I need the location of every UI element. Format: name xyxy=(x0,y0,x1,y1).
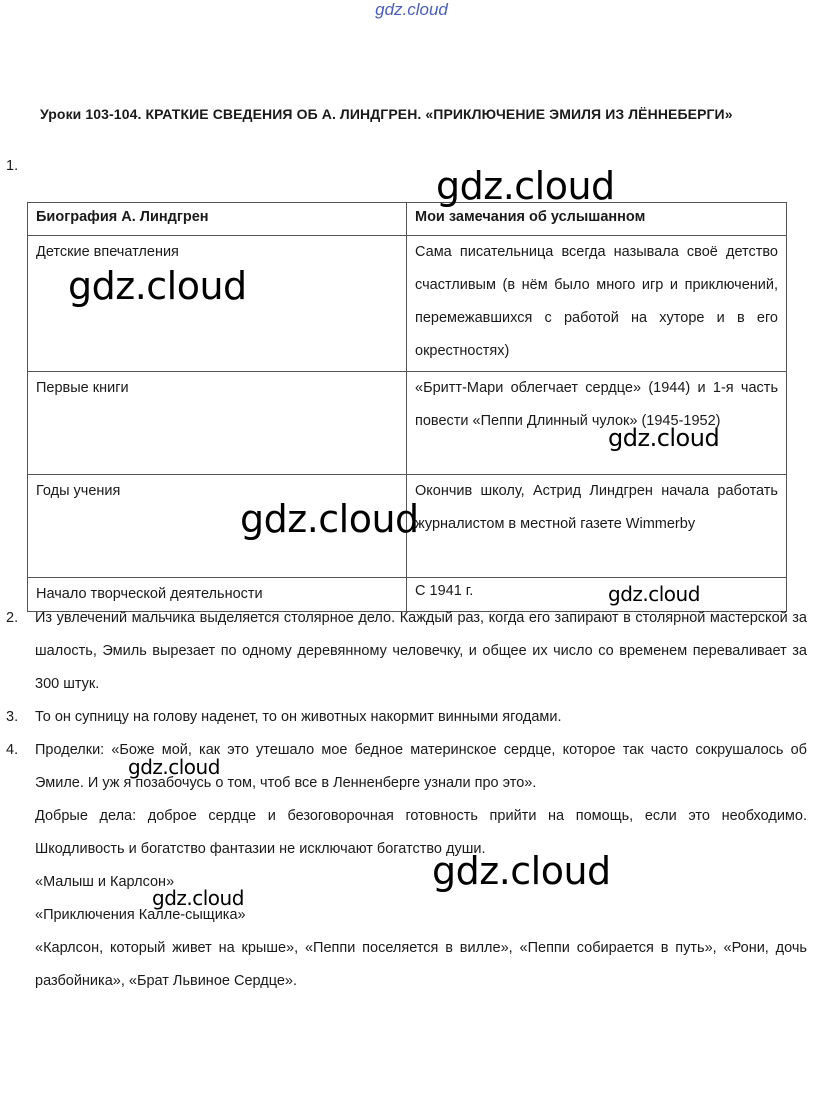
watermark: gdz.cloud xyxy=(128,755,220,779)
table-header-cell: Мои замечания об услышанном xyxy=(407,203,787,236)
table-cell-topic: Начало творческой деятельности xyxy=(28,578,407,612)
table-header-cell: Биография А. Линдгрен xyxy=(28,203,407,236)
section-4-number: 4. xyxy=(6,742,19,758)
table-cell-topic: Детские впечатления xyxy=(28,236,407,372)
section-4-book-3: «Карлсон, который живет на крыше», «Пеппи поселяется в вилле», «Пеппи собирается в путь», «Рони, дочь разбойника», «Брат Львиное Сердце». xyxy=(35,940,807,989)
section-3-number: 3. xyxy=(6,709,19,725)
watermark: gdz.cloud xyxy=(436,164,615,208)
watermark: gdz.cloud xyxy=(608,582,700,606)
section-2-text: Из увлечений мальчика выделяется столярное дело. Каждый раз, когда его запирают в столярной мастерской за шалость, Эмиль вырезает по одному деревянному человечку, и общее их число со временем переваливает за 300 штук. xyxy=(35,610,807,692)
table-cell-note: Сама писательница всегда называла своё детство счастливым (в нём было много игр и приключений, перемежавшихся с работой на хуторе и в его окрестностях) xyxy=(407,236,787,372)
table-row xyxy=(28,372,787,475)
page-title: Уроки 103-104. КРАТКИЕ СВЕДЕНИЯ ОБ А. ЛИНДГРЕН. «ПРИКЛЮЧЕНИЕ ЭМИЛЯ ИЗ ЛЁННЕБЕРГИ» xyxy=(40,106,733,122)
section-4-pranks: Проделки: «Боже мой, как это утешало мое бедное материнское сердце, которое так часто сокрушалось об Эмиле. И уж я позабочусь о том, чтоб все в Ленненберге узнали про это». xyxy=(35,742,807,791)
section-1-number: 1. xyxy=(6,158,19,174)
section-3-text: То он супницу на голову наденет, то он животных накормит винными ягодами. xyxy=(35,709,562,725)
section-4-book-2: «Приключения Калле-сыщика» xyxy=(35,907,246,923)
section-4-good-deeds: Добрые дела: доброе сердце и безоговорочная готовность прийти на помощь, если это необходимо. Шкодливость и богатство фантазии не исключают богатство души. xyxy=(35,808,807,857)
watermark: gdz.cloud xyxy=(432,849,611,893)
table-cell-note: «Бритт-Мари облегчает сердце» (1944) и 1-я часть повести «Пеппи Длинный чулок» (1945-1952) xyxy=(407,372,787,475)
table-cell-note: Окончив школу, Астрид Линдгрен начала работать журналистом в местной газете Wimmerby xyxy=(407,475,787,578)
site-watermark-top: gdz.cloud xyxy=(375,0,448,19)
watermark: gdz.cloud xyxy=(608,424,720,452)
watermark: gdz.cloud xyxy=(240,497,419,541)
watermark: gdz.cloud xyxy=(152,886,244,910)
section-4-book-1: «Малыш и Карлсон» xyxy=(35,874,175,890)
table-cell-note: С 1941 г. xyxy=(407,578,787,612)
table-header-row xyxy=(28,203,787,236)
section-2-number: 2. xyxy=(6,610,19,626)
table-cell-topic: Годы учения xyxy=(28,475,407,578)
watermark: gdz.cloud xyxy=(68,264,247,308)
table-cell-topic: Первые книги xyxy=(28,372,407,475)
